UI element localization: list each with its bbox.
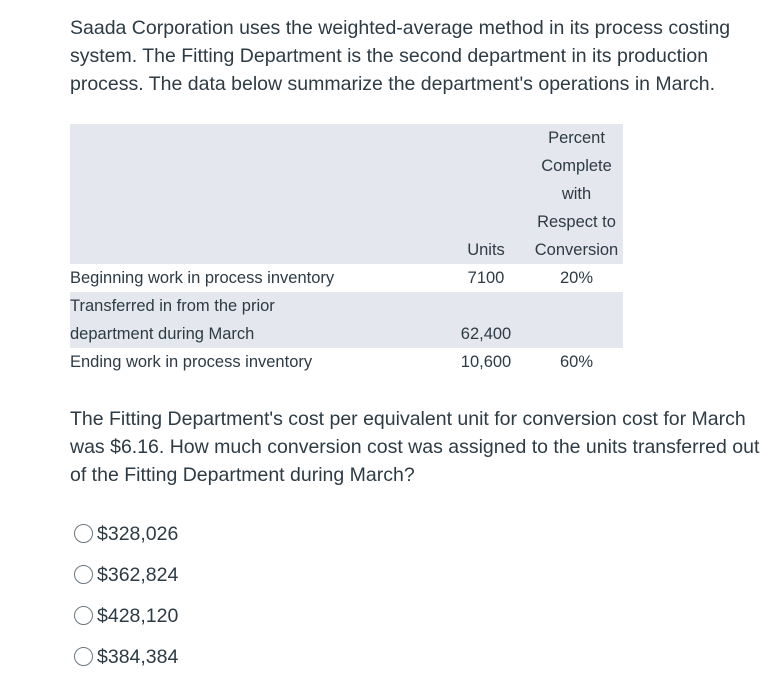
question-text: The Fitting Department's cost per equivalent unit for conversion cost for March was $6.16. How much conversion cost was assigned to the units transferred out of the Fitting Department during March? bbox=[70, 408, 760, 486]
row-percent: 20% bbox=[559, 269, 594, 287]
header-label bbox=[70, 124, 442, 264]
header-percent-line: Conversion bbox=[534, 241, 619, 259]
header-percent-line: Respect to bbox=[537, 213, 616, 231]
header-percent-line: Complete bbox=[541, 157, 612, 175]
answer-options bbox=[74, 513, 178, 677]
answer-option-b[interactable] bbox=[74, 554, 178, 595]
question-intro: Saada Corporation uses the weighted-average method in its process costing system. The Fitting Department is the second department in its production process. The data below summarize the department's operations in March. bbox=[70, 17, 731, 95]
answer-label[interactable]: $384,384 bbox=[97, 645, 179, 668]
row-units: 62,400 bbox=[442, 292, 530, 348]
row-label: Ending work in process inventory bbox=[70, 353, 313, 371]
row-percent: 60% bbox=[559, 353, 594, 371]
row-label: Beginning work in process inventory bbox=[70, 269, 335, 287]
row-label: Transferred in from the prior department during March bbox=[70, 292, 442, 348]
radio-button-icon[interactable] bbox=[74, 606, 93, 625]
table-row bbox=[70, 292, 623, 348]
answer-option-d[interactable] bbox=[74, 636, 178, 677]
header-percent-line: with bbox=[561, 185, 592, 203]
radio-button-icon[interactable] bbox=[74, 647, 93, 666]
table-row bbox=[70, 264, 623, 292]
radio-button-icon[interactable] bbox=[74, 565, 93, 584]
header-percent-line: Percent bbox=[548, 129, 605, 147]
radio-button-icon[interactable] bbox=[74, 524, 93, 543]
row-units: 10,600 bbox=[460, 353, 512, 371]
row-percent bbox=[530, 292, 623, 348]
table-row bbox=[70, 348, 623, 376]
data-table bbox=[70, 124, 623, 376]
answer-option-a[interactable] bbox=[74, 513, 178, 554]
row-units: 7100 bbox=[467, 269, 505, 287]
answer-label[interactable]: $328,026 bbox=[97, 522, 179, 545]
answer-label[interactable]: $362,824 bbox=[97, 563, 179, 586]
table-header-row bbox=[70, 124, 623, 264]
answer-option-c[interactable] bbox=[74, 595, 178, 636]
answer-label[interactable]: $428,120 bbox=[97, 604, 179, 627]
header-units: Units bbox=[442, 124, 530, 264]
header-percent-complete bbox=[530, 124, 623, 264]
